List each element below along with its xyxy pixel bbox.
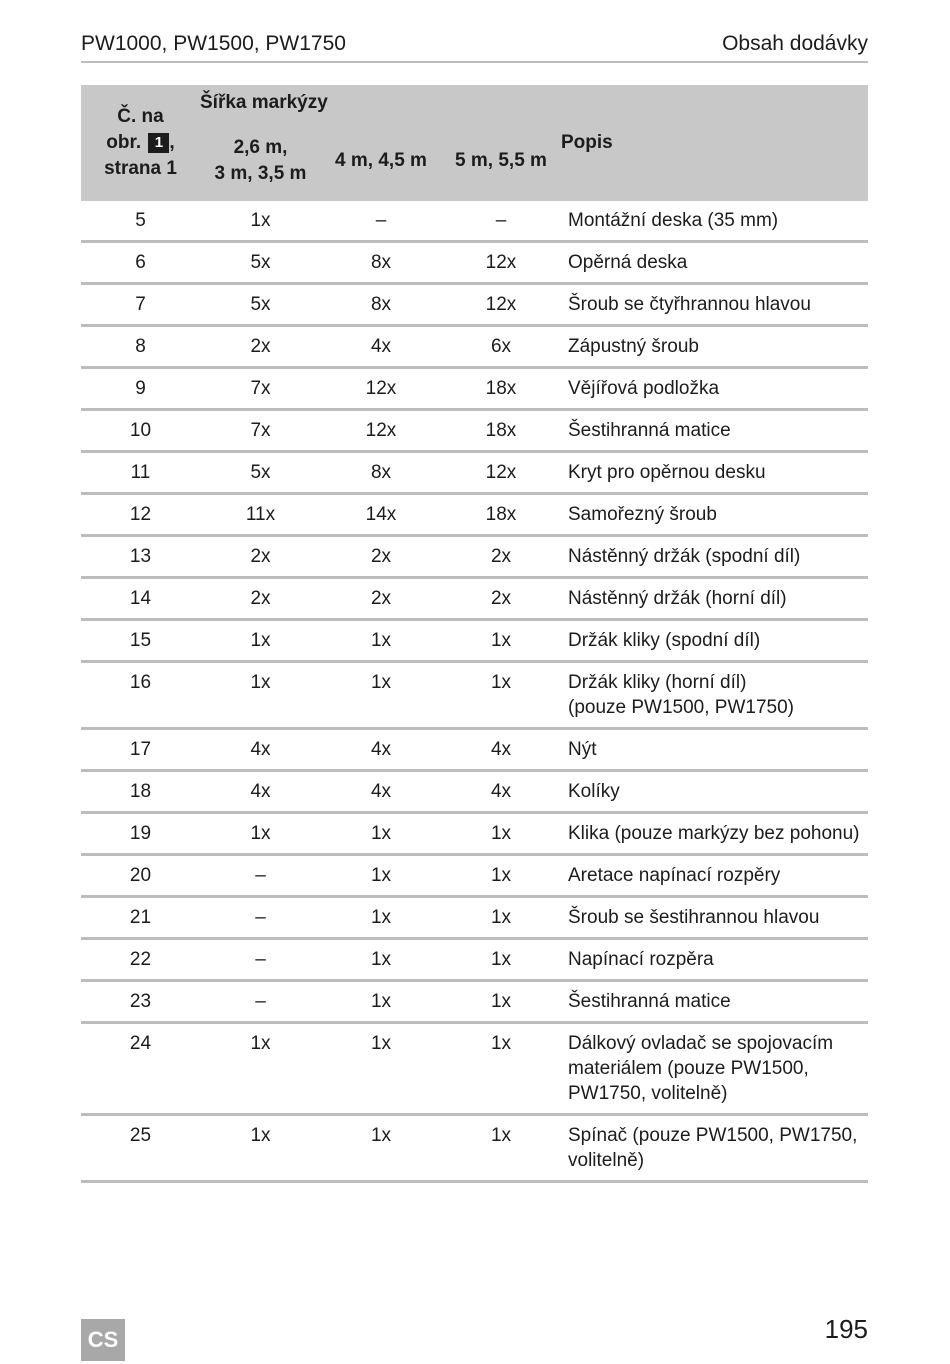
cell-description xyxy=(561,981,868,1023)
cell-qty-width-medium: 1x xyxy=(321,813,441,855)
cell-qty-width-medium: – xyxy=(321,201,441,242)
cell-qty-width-large: – xyxy=(441,201,561,242)
cell-qty-width-medium: 1x xyxy=(321,620,441,662)
table-row xyxy=(81,620,868,662)
cell-qty-width-small: – xyxy=(200,855,321,897)
cell-figure-number: 22 xyxy=(81,939,200,981)
cell-figure-number: 21 xyxy=(81,897,200,939)
cell-description xyxy=(561,368,868,410)
table-row xyxy=(81,368,868,410)
cell-qty-width-medium: 1x xyxy=(321,981,441,1023)
cell-figure-number: 18 xyxy=(81,771,200,813)
table-row xyxy=(81,410,868,452)
table-row xyxy=(81,662,868,729)
cell-description xyxy=(561,855,868,897)
description-line: Napínací rozpěra xyxy=(568,949,714,970)
cell-qty-width-medium: 12x xyxy=(321,410,441,452)
cell-description xyxy=(561,1023,868,1115)
cell-description xyxy=(561,201,868,242)
language-badge: CS xyxy=(81,1319,125,1361)
description-line: volitelně) xyxy=(568,1150,645,1171)
page-number: 195 xyxy=(824,1314,868,1344)
table-row xyxy=(81,1115,868,1182)
cell-qty-width-medium: 12x xyxy=(321,368,441,410)
cell-qty-width-medium: 2x xyxy=(321,536,441,578)
cell-figure-number: 5 xyxy=(81,201,200,242)
table-row xyxy=(81,771,868,813)
table-row xyxy=(81,939,868,981)
table-row xyxy=(81,326,868,368)
header-models: PW1000, PW1500, PW1750 xyxy=(81,32,346,55)
cell-description xyxy=(561,662,868,729)
description-line: Opěrná deska xyxy=(568,252,688,273)
cell-figure-number: 9 xyxy=(81,368,200,410)
table-row xyxy=(81,855,868,897)
cell-qty-width-medium: 8x xyxy=(321,284,441,326)
cell-figure-number: 12 xyxy=(81,494,200,536)
cell-qty-width-small: 1x xyxy=(200,1023,321,1115)
description-line: Šestihranná matice xyxy=(568,991,731,1012)
description-line: Spínač (pouze PW1500, PW1750, xyxy=(568,1125,858,1146)
table-row xyxy=(81,452,868,494)
description-line: (pouze PW1500, PW1750) xyxy=(568,697,795,718)
cell-description xyxy=(561,897,868,939)
cell-description xyxy=(561,578,868,620)
cell-description xyxy=(561,729,868,771)
column-header-width-small: 2,6 m, 3 m, 3,5 m xyxy=(200,121,321,201)
cell-description xyxy=(561,494,868,536)
cell-figure-number: 25 xyxy=(81,1115,200,1182)
cell-qty-width-small: – xyxy=(200,939,321,981)
cell-qty-width-medium: 4x xyxy=(321,729,441,771)
cell-figure-number: 16 xyxy=(81,662,200,729)
cell-figure-number: 15 xyxy=(81,620,200,662)
cell-qty-width-medium: 1x xyxy=(321,662,441,729)
cell-qty-width-small: 7x xyxy=(200,368,321,410)
cell-figure-number: 6 xyxy=(81,242,200,284)
cell-qty-width-large: 18x xyxy=(441,410,561,452)
cell-qty-width-medium: 1x xyxy=(321,939,441,981)
cell-qty-width-large: 1x xyxy=(441,620,561,662)
cell-figure-number: 8 xyxy=(81,326,200,368)
cell-qty-width-small: 5x xyxy=(200,284,321,326)
description-line: Samořezný šroub xyxy=(568,504,717,525)
cell-qty-width-large: 6x xyxy=(441,326,561,368)
column-header-figure-number: Č. na obr. 1 , strana 1 xyxy=(81,85,200,201)
cell-qty-width-small: 1x xyxy=(200,620,321,662)
cell-qty-width-small: 1x xyxy=(200,662,321,729)
description-line: Nýt xyxy=(568,739,597,760)
cell-qty-width-small: 5x xyxy=(200,242,321,284)
cell-description xyxy=(561,939,868,981)
description-line: Vějířová podložka xyxy=(568,378,720,399)
description-line: Šroub se čtyřhrannou hlavou xyxy=(568,294,811,315)
table-row xyxy=(81,494,868,536)
description-line: Kryt pro opěrnou desku xyxy=(568,462,766,483)
table-row xyxy=(81,981,868,1023)
cell-qty-width-small: – xyxy=(200,981,321,1023)
description-line: Aretace napínací rozpěry xyxy=(568,865,781,886)
cell-description xyxy=(561,452,868,494)
description-line: Držák kliky (horní díl) xyxy=(568,672,747,693)
table-row xyxy=(81,1023,868,1115)
cell-qty-width-small: 7x xyxy=(200,410,321,452)
cell-figure-number: 13 xyxy=(81,536,200,578)
column-header-awning-width: Šířka markýzy xyxy=(200,85,561,121)
cell-qty-width-small: 1x xyxy=(200,1115,321,1182)
cell-qty-width-large: 12x xyxy=(441,452,561,494)
description-line: Klika (pouze markýzy bez pohonu) xyxy=(568,823,860,844)
cell-qty-width-medium: 1x xyxy=(321,855,441,897)
cell-qty-width-medium: 4x xyxy=(321,771,441,813)
description-line: PW1750, volitelně) xyxy=(568,1083,728,1104)
cell-qty-width-medium: 8x xyxy=(321,242,441,284)
cell-qty-width-medium: 1x xyxy=(321,1115,441,1182)
cell-description xyxy=(561,771,868,813)
cell-qty-width-large: 18x xyxy=(441,494,561,536)
cell-description xyxy=(561,284,868,326)
table-row xyxy=(81,536,868,578)
cell-qty-width-medium: 14x xyxy=(321,494,441,536)
description-line: Šestihranná matice xyxy=(568,420,731,441)
cell-qty-width-small: 2x xyxy=(200,536,321,578)
page-header xyxy=(81,30,868,63)
cell-qty-width-large: 1x xyxy=(441,813,561,855)
table-row xyxy=(81,242,868,284)
cell-figure-number: 24 xyxy=(81,1023,200,1115)
table-row xyxy=(81,897,868,939)
cell-qty-width-large: 18x xyxy=(441,368,561,410)
cell-qty-width-small: 2x xyxy=(200,578,321,620)
cell-figure-number: 10 xyxy=(81,410,200,452)
cell-qty-width-large: 1x xyxy=(441,855,561,897)
description-line: Nástěnný držák (horní díl) xyxy=(568,588,787,609)
cell-qty-width-large: 1x xyxy=(441,939,561,981)
figure-reference-badge: 1 xyxy=(148,133,169,153)
column-header-width-medium: 4 m, 4,5 m xyxy=(321,121,441,201)
cell-description xyxy=(561,813,868,855)
cell-qty-width-small: 11x xyxy=(200,494,321,536)
cell-qty-width-large: 12x xyxy=(441,284,561,326)
cell-figure-number: 19 xyxy=(81,813,200,855)
table-body xyxy=(81,201,868,1182)
cell-figure-number: 20 xyxy=(81,855,200,897)
cell-description xyxy=(561,326,868,368)
cell-qty-width-large: 2x xyxy=(441,536,561,578)
column-header-width-large: 5 m, 5,5 m xyxy=(441,121,561,201)
cell-figure-number: 14 xyxy=(81,578,200,620)
cell-figure-number: 7 xyxy=(81,284,200,326)
cell-description xyxy=(561,1115,868,1182)
cell-qty-width-large: 2x xyxy=(441,578,561,620)
cell-description xyxy=(561,410,868,452)
table-row xyxy=(81,284,868,326)
cell-qty-width-large: 1x xyxy=(441,981,561,1023)
cell-qty-width-large: 12x xyxy=(441,242,561,284)
cell-qty-width-medium: 1x xyxy=(321,897,441,939)
cell-qty-width-large: 1x xyxy=(441,1115,561,1182)
description-line: materiálem (pouze PW1500, xyxy=(568,1058,809,1079)
cell-qty-width-small: 5x xyxy=(200,452,321,494)
cell-figure-number: 11 xyxy=(81,452,200,494)
cell-qty-width-medium: 4x xyxy=(321,326,441,368)
description-line: Dálkový ovladač se spojovacím xyxy=(568,1033,834,1054)
cell-qty-width-small: 1x xyxy=(200,201,321,242)
table-row xyxy=(81,729,868,771)
cell-qty-width-large: 1x xyxy=(441,662,561,729)
description-line: Kolíky xyxy=(568,781,620,802)
cell-figure-number: 23 xyxy=(81,981,200,1023)
header-section-title: Obsah dodávky xyxy=(722,32,868,55)
description-line: Šroub se šestihrannou hlavou xyxy=(568,907,820,928)
column-header-description: Popis xyxy=(561,85,868,201)
cell-qty-width-small: – xyxy=(200,897,321,939)
cell-qty-width-medium: 1x xyxy=(321,1023,441,1115)
cell-qty-width-small: 4x xyxy=(200,729,321,771)
cell-figure-number: 17 xyxy=(81,729,200,771)
cell-qty-width-small: 4x xyxy=(200,771,321,813)
description-line: Zápustný šroub xyxy=(568,336,699,357)
table-row xyxy=(81,201,868,242)
description-line: Držák kliky (spodní díl) xyxy=(568,630,761,651)
cell-qty-width-large: 4x xyxy=(441,729,561,771)
cell-qty-width-small: 1x xyxy=(200,813,321,855)
cell-description xyxy=(561,242,868,284)
cell-description xyxy=(561,620,868,662)
cell-description xyxy=(561,536,868,578)
cell-qty-width-small: 2x xyxy=(200,326,321,368)
description-line: Nástěnný držák (spodní díl) xyxy=(568,546,801,567)
cell-qty-width-large: 1x xyxy=(441,1023,561,1115)
description-line: Montážní deska (35 mm) xyxy=(568,210,779,231)
cell-qty-width-large: 1x xyxy=(441,897,561,939)
cell-qty-width-large: 4x xyxy=(441,771,561,813)
cell-qty-width-medium: 8x xyxy=(321,452,441,494)
table-row xyxy=(81,578,868,620)
table-row xyxy=(81,813,868,855)
delivery-contents-table xyxy=(81,85,868,1183)
cell-qty-width-medium: 2x xyxy=(321,578,441,620)
